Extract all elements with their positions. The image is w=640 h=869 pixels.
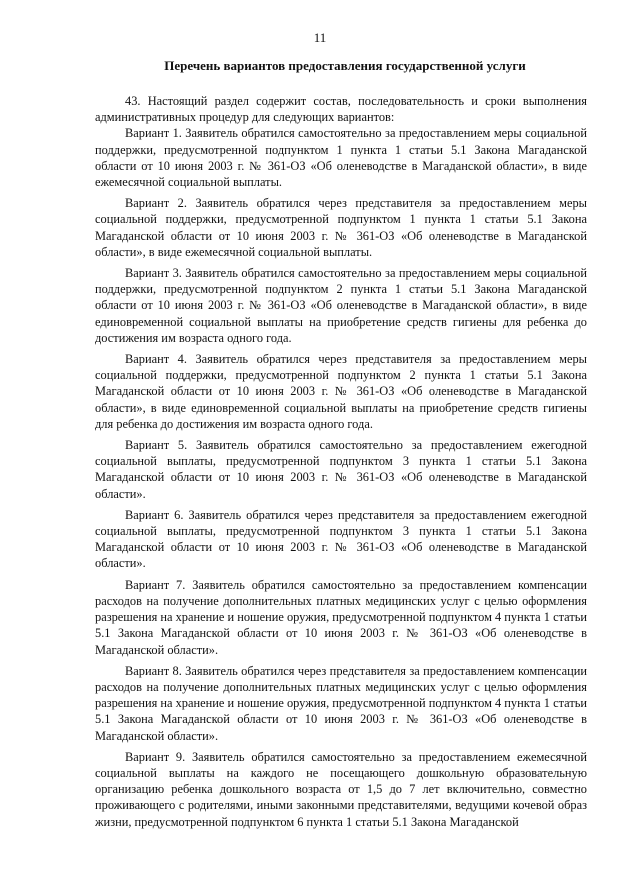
paragraph-variant-2: Вариант 2. Заявитель обратился через представителя за предоставлением меры социальной поддержки, предусмотренной подпунктом 1 пункта 1 статьи 5.1 Закона Магаданской области от 10 июня 2003 г. № 361-ОЗ «Об оленеводстве в Магаданской области», в виде ежемесячной социальной выплаты. [95, 196, 587, 259]
paragraph-variant-5: Вариант 5. Заявитель обратился самостоятельно за предоставлением ежегодной социальной выплаты, предусмотренной подпунктом 3 пункта 1 статьи 5.1 Закона Магаданской области от 10 июня 2003 г. № 361-ОЗ «Об оленеводстве в Магаданской области». [95, 438, 587, 501]
paragraph-variant-7: Вариант 7. Заявитель обратился самостоятельно за предоставлением компенсации расходов на получение дополнительных платных медицинских услуг с целью оформления разрешения на хранение и ношение оружия, предусмотренной подпунктом 4 пункта 1 статьи 5.1 Закона Магаданской области от 10 июня 2003 г. № 361-ОЗ «Об оленеводстве в Магаданской области». [95, 577, 588, 657]
paragraph-intro: 43. Настоящий раздел содержит состав, последовательность и сроки выполнения административных процедур для следующих вариантов: [95, 94, 587, 125]
paragraph-variant-6: Вариант 6. Заявитель обратился через представителя за предоставлением ежегодной социальной выплаты, предусмотренной подпунктом 3 пункта 1 статьи 5.1 Закона Магаданской области от 10 июня 2003 г. № 361-ОЗ «Об оленеводстве в Магаданской области». [95, 507, 587, 571]
document-body [95, 93, 587, 835]
page-number: 11 [313, 30, 327, 45]
paragraph-variant-9: Вариант 9. Заявитель обратился самостоятельно за предоставлением ежемесячной социальной выплаты на каждого не посещающего дошкольную образовательную организацию ребенка дошкольного возраста от 1,5 до 7 лет включительно, совместно проживающего с родителями, иными законными представителями, ведущими кочевой образ жизни, предусмотренной подпунктом 6 пункта 1 статьи 5.1 Закона Магаданской [95, 749, 587, 829]
section-title: Перечень вариантов предоставления государственной услуги [164, 58, 526, 73]
paragraph-variant-3: Вариант 3. Заявитель обратился самостоятельно за предоставлением меры социальной поддержки, предусмотренной подпунктом 2 пункта 1 статьи 5.1 Закона Магаданской области от 10 июня 2003 г. № 361-ОЗ «Об оленеводстве в Магаданской области», в виде единовременной социальной выплаты на приобретение средств гигиены для ребенка до достижения им возраста одного года. [95, 266, 587, 345]
paragraph-variant-1: Вариант 1. Заявитель обратился самостоятельно за предоставлением меры социальной поддержки, предусмотренной подпунктом 1 пункта 1 статьи 5.1 Закона Магаданской области от 10 июня 2003 г. № 361-ОЗ «Об оленеводстве в Магаданской области», в виде ежемесячной социальной выплаты. [95, 126, 587, 190]
paragraph-variant-4: Вариант 4. Заявитель обратился через представителя за предоставлением меры социальной поддержки, предусмотренной подпунктом 2 пункта 1 статьи 5.1 Закона Магаданской области от 10 июня 2003 г. № 361-ОЗ «Об оленеводстве в Магаданской области», в виде единовременной социальной выплаты на приобретение средств гигиены для ребенка до достижения им возраста одного года. [95, 352, 587, 431]
paragraph-variant-8: Вариант 8. Заявитель обратился через представителя за предоставлением компенсации расходов на получение дополнительных платных медицинских услуг с целью оформления разрешения на хранение и ношение оружия, предусмотренной подпунктом 4 пункта 1 статьи 5.1 Закона Магаданской области от 10 июня 2003 г. № 361-ОЗ «Об оленеводстве в Магаданской области». [95, 663, 588, 743]
